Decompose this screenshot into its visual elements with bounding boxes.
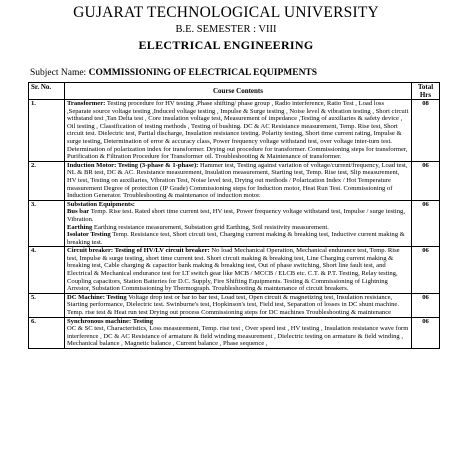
part-label: Isolator Testing	[67, 231, 111, 239]
row-text: Hammer test, Testing against variation of voltage/current/frequency, Load test, NL & BR test, DC & AC. Resistance measurement, Insulation measurement, Starting test, Temp. Rise test, Slip measurement, HV test, Testing on auxiliaries, Vibration Test, Noise level test, Drying out methods / Polarization Index / Hot Temperature measurement Degree of protection (IP Grade) Commissioning steps for Induction motor, Heat Run Test. Commissioning of Induction Generator. Troubleshooting & maintenance of induction motor.	[67, 161, 408, 200]
part-text: Temp. Rise test. Rated short time current test, HV test, Power frequency voltage withstand test, Impulse / surge testing, Vibration.	[67, 208, 405, 223]
row-content	[65, 247, 412, 294]
row-text: Testing procedure for HV testing ,Phase shifting/ phase group , Radio interference, Ratio Test , Load loss ,Separate source voltage testing ,Induced voltage testing , Impulse & Surge testing , Noise level & vibration testing , Short circuit withstand test ,Tan Delta test , Core insulation voltage test, Measurement of impedance ,Testing of auxiliaries & safety device , Oil testing , Classification of testing methods , Testing of bushing. DC & AC Resistance measurement, Temp. Rise test, Short circuit test. Dielectric test, Partial discharge, Insulation resistance testing. Polarity testing, Short time current rating, Impulse & surge testing, Determination of error & accuracy class, Power frequency voltage withstand test, over voltage inter-turn test. Determination of polarization index for transformer. Drying out procedure for transformer. Commissioning steps for transformer, Purification & Filtration Procedure for Transformer oil. Troubleshooting & Maintenance of transformer.	[67, 100, 409, 161]
row-hours: 06	[412, 317, 440, 348]
row-content	[65, 161, 412, 200]
table-header-row	[29, 83, 440, 100]
row-title: Transformer:	[67, 100, 106, 107]
subject-line	[30, 68, 317, 78]
university-title: GUJARAT TECHNOLOGICAL UNIVERSITY	[73, 4, 379, 21]
subject-label: Subject Name:	[30, 68, 87, 78]
row-text: No load Mechanical Operation, Mechanical endurance test, Temp. Rise test, Impulse & surge testing, short time current test. Short circuit making & breaking test, Line Charging current making & breaking test, Cable charging & capacitor bank making & breaking test, Out of phase switching, Short line fault test, and Electrical & Mechanical endurance test for LT switch gear like MCB / MCCB / ELCB etc. C.T. & P.T. Testing, Relay testing, Coupling capacitors, Station Batteries for D.C. Supply, Fire Shifting Equipments. Testing & Commissioning of Lightning Arrestor, Substation Commissioning by Thermograph. Troubleshooting & maintenance of circuit breakers.	[67, 247, 400, 293]
row-number: 2.	[29, 161, 65, 200]
header-total-hrs: Total Hrs	[412, 83, 440, 100]
row-hours: 08	[412, 100, 440, 162]
table-row	[29, 293, 440, 317]
row-hours: 06	[412, 247, 440, 294]
part-text: Earthing resistance measurement, Substation grid Earthing, Soil resistivity measurement.	[92, 223, 329, 231]
table-row	[29, 247, 440, 294]
row-number: 1.	[29, 100, 65, 162]
row-hours: 06	[412, 293, 440, 317]
row-number: 4.	[29, 247, 65, 294]
row-number: 6.	[29, 317, 65, 348]
part-label: Bus bar	[67, 208, 90, 216]
row-content	[65, 317, 412, 348]
subject-name: COMMISSIONING OF ELECTRICAL EQUIPMENTS	[88, 68, 318, 78]
table-row	[29, 200, 440, 247]
row-number: 5.	[29, 293, 65, 317]
row-title: Circuit breaker: Testing of HV/LV circuit breaker:	[67, 247, 210, 255]
row-title: Substation Equipments:	[67, 200, 135, 208]
part-text: Temp. Resistance test, Short circuit test, Charging current making & breaking test, Inductive current making & breaking test.	[67, 231, 405, 246]
row-part-earthing	[67, 224, 409, 232]
branch-title: ELECTRICAL ENGINEERING	[138, 38, 314, 52]
row-text: Voltage drop test or bar to bar test, Load test, Open circuit & magnetizing test, Insulation resistance, Starting performance, Dielectric test. Swinburne's test, Hopkinson's test, Field test, Separation of losses in DC shunt machine. Temp. rise test & Heat run test Drying out process Commissioning steps for DC machines Troubleshooting & maintenance	[67, 293, 400, 317]
header-course-contents: Course Contents	[65, 83, 412, 100]
row-title: Induction Motor: Testing (3-phase & 1-phase):	[67, 161, 199, 169]
row-content	[65, 100, 412, 162]
table-row	[29, 317, 440, 348]
part-label: Earthing	[67, 223, 93, 231]
header-sr-no: Sr. No.	[29, 83, 65, 100]
table-row	[29, 100, 440, 162]
row-content	[65, 200, 412, 247]
row-title: DC Machine: Testing	[67, 293, 127, 301]
course-contents-table	[28, 82, 440, 349]
row-number: 3.	[29, 200, 65, 247]
row-text: OC & SC test, Characteristics, Loss measurement, Temp. rise test , Over speed test , HV testing , Insulation resistance wave form interference , DC & AC Resistance of armature & field winding measurement , Dielectric testing on armature & field winding , Mechanical balance , Magnetic balance , Current balance , Phase sequence ,	[67, 325, 409, 348]
row-part-bus-bar	[67, 208, 409, 223]
table-row	[29, 161, 440, 200]
row-part-isolator	[67, 231, 409, 246]
semester-line: B.E. SEMESTER : VIII	[175, 24, 277, 35]
row-hours: 06	[412, 200, 440, 247]
row-content	[65, 293, 412, 317]
row-title: Synchronous machine: Testing	[67, 317, 153, 325]
row-hours: 06	[412, 161, 440, 200]
